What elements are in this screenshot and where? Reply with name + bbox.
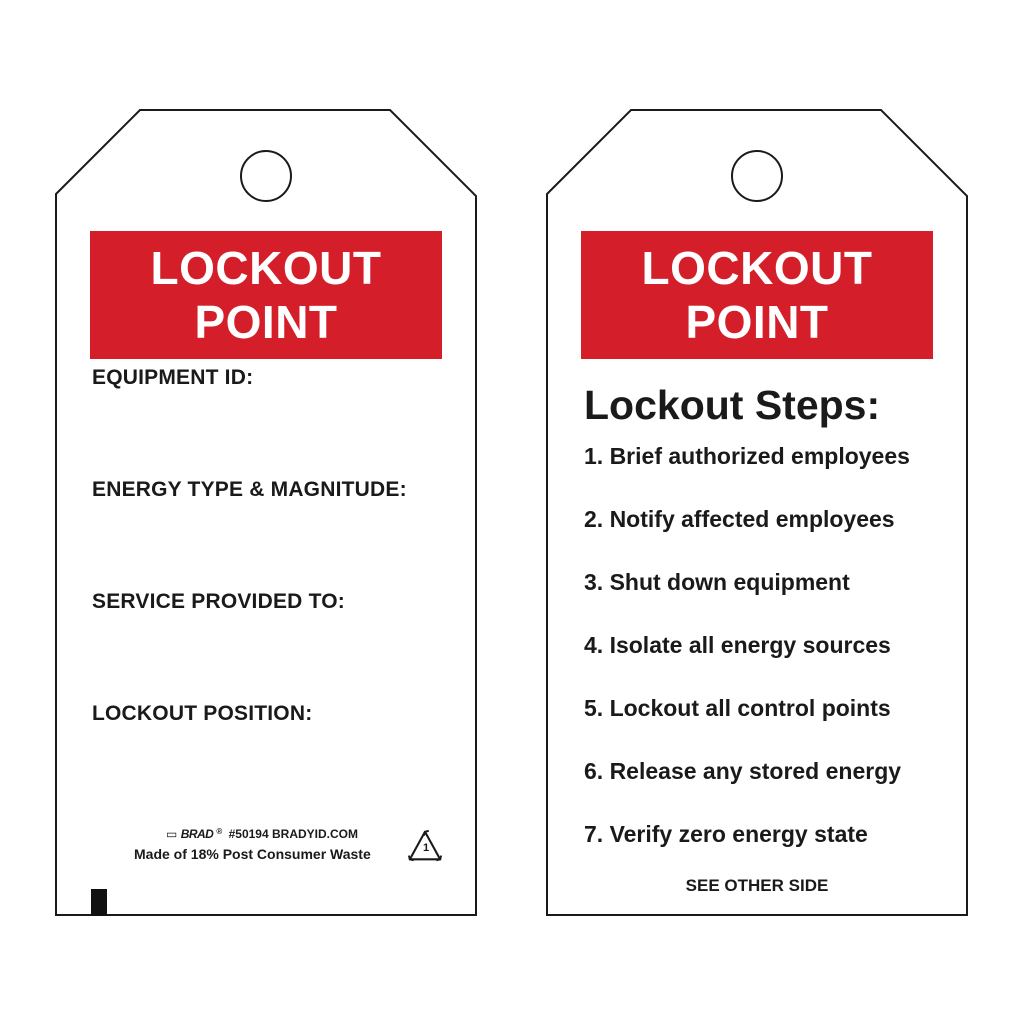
banner-line-2: POINT (194, 296, 338, 348)
step-item: 7. Verify zero energy state (584, 821, 868, 847)
lockout-steps-list (584, 441, 910, 882)
step-item: 4. Isolate all energy sources (584, 632, 891, 658)
banner-line-1: LOCKOUT (641, 242, 873, 294)
lockout-point-banner (581, 231, 933, 359)
see-other-side-note: SEE OTHER SIDE (685, 876, 829, 895)
tag-outline (54, 108, 478, 918)
banner-line-2: POINT (685, 296, 829, 348)
lockout-tag-front (54, 108, 478, 918)
step-item: 1. Brief authorized employees (584, 443, 910, 469)
step-item: 5. Lockout all control points (584, 695, 891, 721)
step-item: 2. Notify affected employees (584, 506, 895, 532)
part-number: #50194 BRADYID.COM (228, 827, 358, 841)
tag-hole (240, 150, 292, 202)
lockout-tag-back (545, 108, 969, 918)
lockout-steps-title: Lockout Steps: (584, 382, 881, 428)
recycle-code: 1 (423, 842, 430, 854)
lockout-point-banner (90, 231, 442, 359)
step-item: 6. Release any stored energy (584, 758, 902, 784)
equipment-id-label: EQUIPMENT ID: (92, 366, 254, 389)
brady-logo-icon: ▭ (166, 827, 178, 841)
brand-line: ▭ BRAD ® #50194 BRADYID.COM (166, 827, 358, 841)
lockout-position-label: LOCKOUT POSITION: (92, 702, 313, 725)
banner-line-1: LOCKOUT (150, 242, 382, 294)
service-provided-label: SERVICE PROVIDED TO: (92, 590, 345, 613)
brand-name: BRAD (180, 827, 214, 841)
registration-mark (91, 889, 107, 916)
recycled-content-note: Made of 18% Post Consumer Waste (134, 846, 371, 862)
energy-type-label: ENERGY TYPE & MAGNITUDE: (92, 478, 407, 501)
tag-hole (731, 150, 783, 202)
step-item: 3. Shut down equipment (584, 569, 850, 595)
